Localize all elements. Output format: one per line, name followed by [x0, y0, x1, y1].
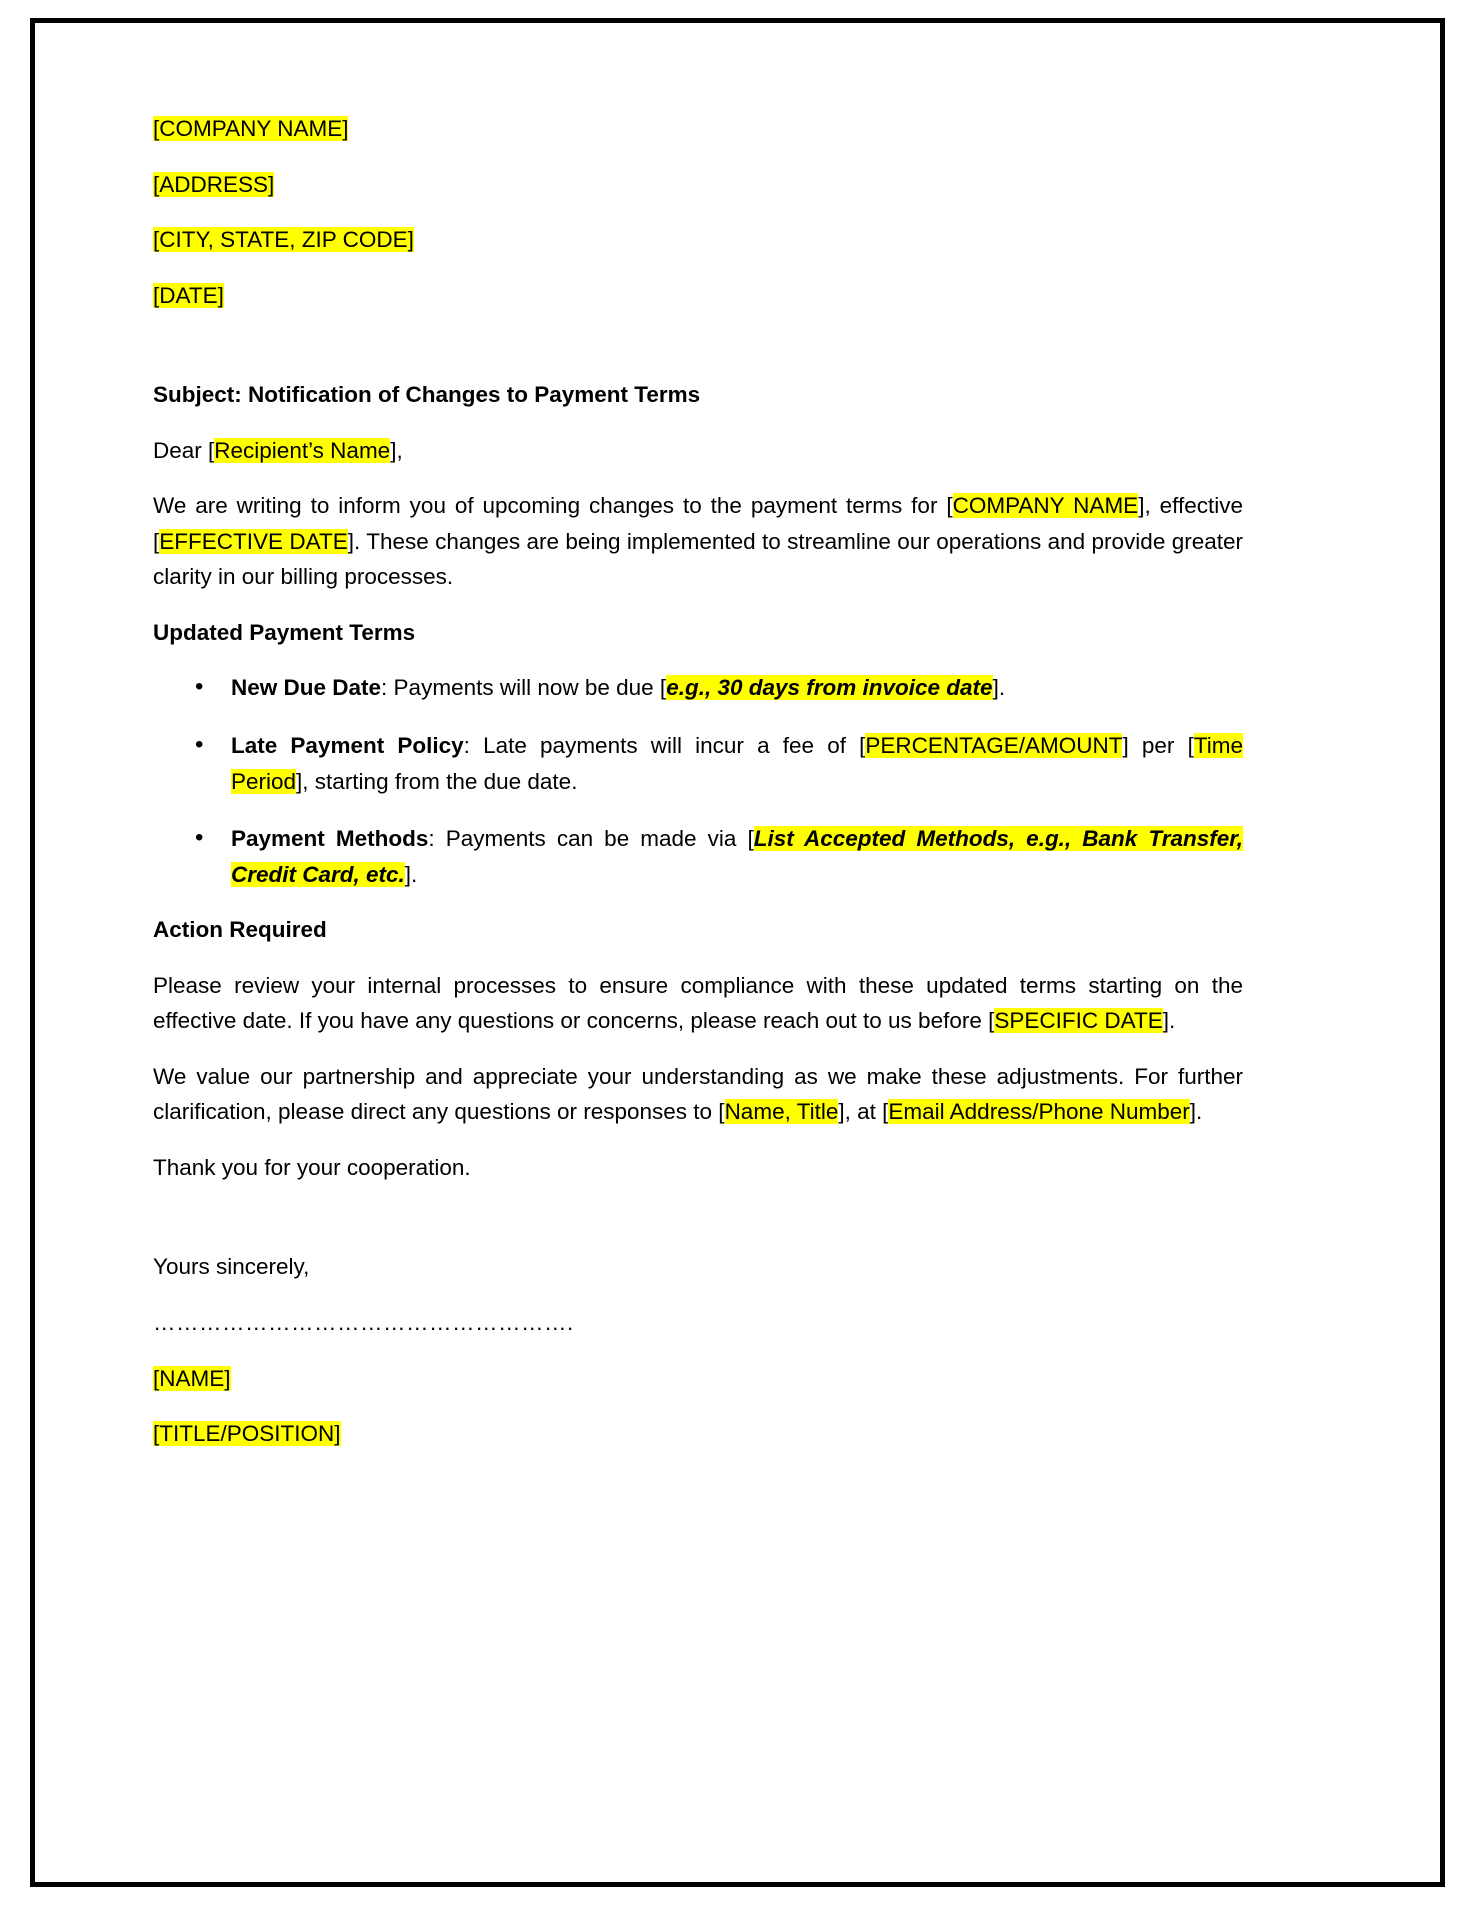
- signature-name-placeholder: [NAME]: [153, 1365, 231, 1391]
- intro-company-placeholder: COMPANY NAME: [952, 493, 1139, 519]
- header-line-city: [153, 222, 1243, 258]
- term-text-before: : Late payments will incur a fee of [: [463, 733, 866, 759]
- term-text-middle: ] per [: [1122, 733, 1194, 759]
- closing-paragraph: [153, 1059, 1243, 1130]
- salutation-prefix: Dear [: [153, 437, 215, 463]
- subject-text: Subject: Notification of Changes to Payment Terms: [153, 382, 701, 408]
- list-item: [231, 728, 1243, 799]
- intro-part-3: ]. These changes are being implemented to streamline our operations and provide greater clarity in our billing processes.: [153, 528, 1243, 590]
- signature-name: [153, 1361, 1243, 1397]
- salutation-suffix: ],: [390, 437, 403, 463]
- closing-part-3: ].: [1189, 1099, 1203, 1125]
- effective-date-placeholder: EFFECTIVE DATE: [159, 528, 348, 554]
- term-text-after: ], starting from the due date.: [296, 768, 578, 794]
- term-label: Late Payment Policy: [231, 733, 464, 759]
- time-period-placeholder: Time Period: [231, 733, 1244, 794]
- spacer-after-header: [153, 333, 1243, 377]
- terms-list: [153, 670, 1243, 892]
- list-item: [231, 670, 1243, 706]
- closing-part-2: ], at [: [838, 1099, 889, 1125]
- date-placeholder: [DATE]: [153, 282, 224, 308]
- letter-body: [153, 111, 1243, 1472]
- subject-line: [153, 377, 1243, 413]
- term-label: Payment Methods: [231, 826, 429, 852]
- closing-part-1: We value our partnership and appreciate your understanding as we make these adjustments. For further clarification, please direct any questions or responses to [: [153, 1063, 1243, 1125]
- percentage-amount-placeholder: PERCENTAGE/AMOUNT: [865, 733, 1123, 759]
- term-text-before: : Payments will now be due [: [381, 675, 667, 701]
- page-border: [30, 18, 1445, 1887]
- action-required-heading: Action Required: [153, 917, 327, 943]
- intro-part-1: We are writing to inform you of upcoming changes to the payment terms for [: [153, 493, 953, 519]
- signature-block: [153, 1249, 1243, 1451]
- payment-methods-placeholder: List Accepted Methods, e.g., Bank Transfer, Credit Card, etc.: [231, 826, 1244, 887]
- signature-title: [153, 1416, 1243, 1452]
- intro-paragraph: [153, 488, 1243, 595]
- signature-title-placeholder: [TITLE/POSITION]: [153, 1421, 341, 1447]
- name-title-placeholder: Name, Title: [724, 1099, 839, 1125]
- company-name-placeholder: [COMPANY NAME]: [153, 116, 349, 141]
- action-part-1: Please review your internal processes to ensure compliance with these updated terms starting on the effective date. If you have any questions or concerns, please reach out to us before [: [153, 972, 1243, 1034]
- term-label: New Due Date: [231, 675, 382, 701]
- city-state-zip-placeholder: [CITY, STATE, ZIP CODE]: [153, 227, 414, 253]
- recipient-name-placeholder: Recipient’s Name: [214, 437, 391, 463]
- updated-payment-terms-heading: Updated Payment Terms: [153, 619, 416, 645]
- header-line-address: [153, 167, 1243, 203]
- salutation: [153, 433, 1243, 469]
- intro-part-2: ], effective [: [153, 493, 1243, 554]
- action-paragraph: [153, 968, 1243, 1039]
- term-text-before: : Payments can be made via [: [428, 826, 754, 852]
- contact-placeholder: Email Address/Phone Number: [888, 1099, 1190, 1125]
- due-date-placeholder: e.g., 30 days from invoice date: [666, 675, 993, 701]
- spacer-before-signature: [153, 1205, 1243, 1249]
- term-text-after: ].: [992, 675, 1006, 701]
- list-item: [231, 821, 1243, 892]
- sign-off: Yours sincerely,: [153, 1254, 310, 1280]
- term-text-after: ].: [404, 861, 418, 887]
- address-placeholder: [ADDRESS]: [153, 171, 275, 197]
- thanks-paragraph: Thank you for your cooperation.: [153, 1154, 471, 1180]
- signature-line: ……………………………………………….: [153, 1310, 574, 1336]
- action-part-2: ].: [1162, 1008, 1176, 1034]
- header-line-company: [153, 111, 1243, 147]
- specific-date-placeholder: SPECIFIC DATE: [994, 1008, 1163, 1034]
- header-line-date: [153, 278, 1243, 314]
